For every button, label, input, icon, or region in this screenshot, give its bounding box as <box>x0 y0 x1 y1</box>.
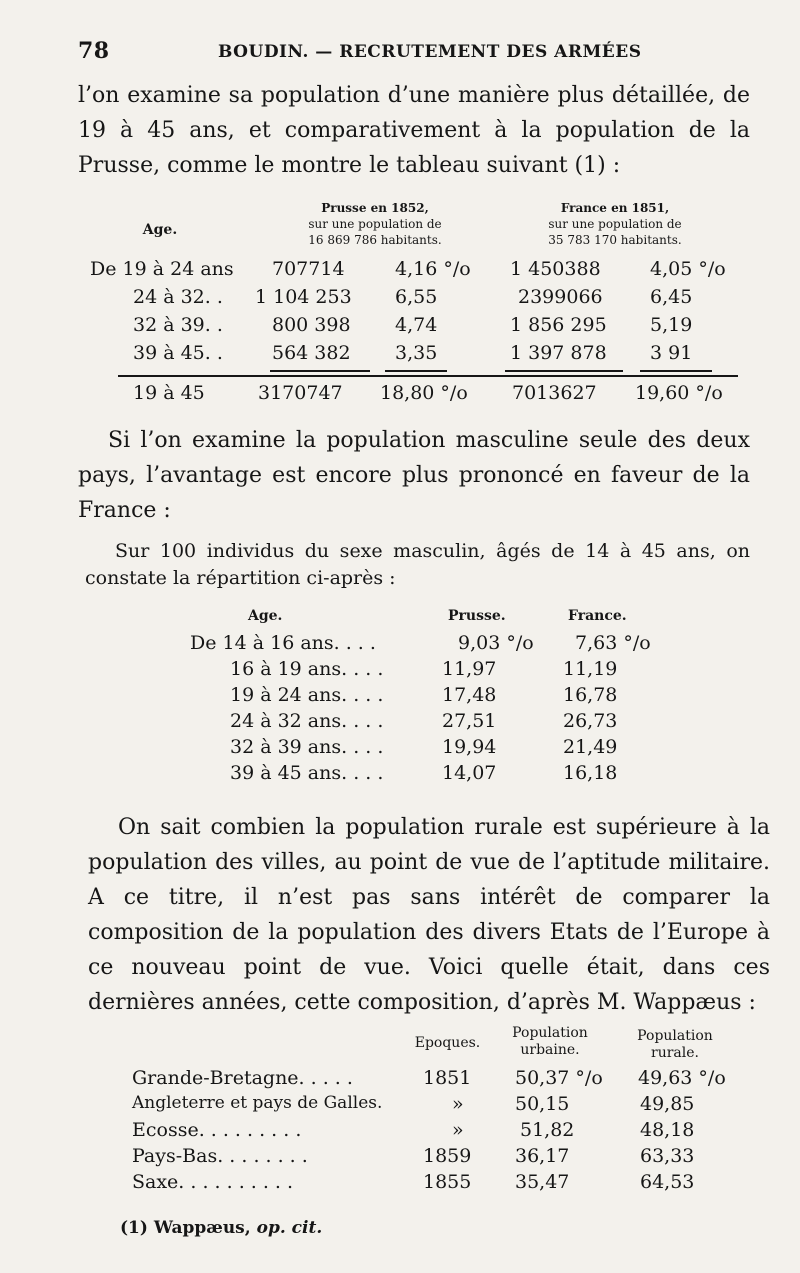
table-row <box>0 286 800 314</box>
urban-cell: 50,15 <box>515 1093 570 1115</box>
prussia-count-cell: 1 104 253 <box>255 286 352 308</box>
prussia-cell: 27,51 <box>442 710 497 732</box>
age-cell: 19 à 45 <box>133 382 205 404</box>
prussia-count-cell: 707714 <box>272 258 345 280</box>
header-line: 16 869 786 habitants. <box>308 233 442 247</box>
country-cell: Grande-Bretagne. . . . . <box>132 1067 353 1089</box>
table-row <box>0 684 800 710</box>
france-pct-cell: 19,60 °/o <box>635 382 723 404</box>
table1-prussia-header <box>255 200 495 248</box>
header-line: urbaine. <box>520 1042 580 1058</box>
page-number: 78 <box>78 38 110 64</box>
table3-urban-header <box>500 1025 600 1059</box>
france-pct-cell: 3 91 <box>650 342 693 364</box>
france-count-cell: 1 450388 <box>510 258 601 280</box>
paragraph-intro: l’on examine sa population d’une manière plus détaillée, de 19 à 45 ans, et comparativement à la population de la Prusse, comme le montre le tableau suivant (1) : <box>78 83 750 178</box>
age-cell: 39 à 45 ans. . . . <box>230 762 384 784</box>
country-cell: Saxe. . . . . . . . . . <box>132 1171 294 1193</box>
prussia-cell: 14,07 <box>442 762 497 784</box>
age-cell: 32 à 39. . <box>133 314 223 336</box>
france-count-cell: 1 397 878 <box>510 342 607 364</box>
france-pct-cell: 4,05 °/o <box>650 258 726 280</box>
rural-cell: 48,18 <box>640 1119 695 1141</box>
paragraph-rural: On sait combien la population rurale est supérieure à la population des villes, au point de vue de l’aptitude militaire. A ce titre, il n’est pas sans intérêt de comparer la composition de la population des divers Etats de l’Europe à ce nouveau point de vue. Voici quelle était, dans ces dernières années, cette composition, d’après M. Wappæus : <box>88 815 770 1015</box>
country-cell: Angleterre et pays de Galles. <box>132 1093 383 1113</box>
france-cell: 26,73 <box>563 710 618 732</box>
header-line: France en 1851, <box>560 201 670 215</box>
prussia-cell: 9,03 °/o <box>458 632 534 654</box>
header-line: sur une population de <box>308 217 442 231</box>
footnote-ref: op. cit. <box>256 1218 323 1238</box>
table-row <box>0 736 800 762</box>
france-cell: 16,78 <box>563 684 618 706</box>
epoch-cell: 1855 <box>423 1171 472 1193</box>
epoch-cell: 1859 <box>423 1145 472 1167</box>
running-title: BOUDIN. — RECRUTEMENT DES ARMÉES <box>218 42 642 62</box>
total-rule <box>118 375 738 377</box>
age-cell: De 14 à 16 ans. . . . <box>190 632 376 654</box>
table-total-row <box>0 382 800 410</box>
prussia-pct-cell: 6,55 <box>395 286 438 308</box>
urban-cell: 36,17 <box>515 1145 570 1167</box>
table3-rural-header <box>625 1028 725 1062</box>
header-line: rurale. <box>651 1045 699 1061</box>
age-cell: 24 à 32 ans. . . . <box>230 710 384 732</box>
sum-rule <box>270 370 370 372</box>
country-cell: Pays-Bas. . . . . . . . <box>132 1145 308 1167</box>
age-cell: 24 à 32. . <box>133 286 223 308</box>
table-row <box>0 1119 800 1145</box>
table2-age-header: Age. <box>248 608 283 624</box>
sum-rule <box>640 370 712 372</box>
france-count-cell: 7013627 <box>512 382 597 404</box>
header-line: Population <box>512 1025 588 1041</box>
epoch-cell: 1851 <box>423 1067 472 1089</box>
table1-age-header: Age. <box>142 222 178 238</box>
france-cell: 16,18 <box>563 762 618 784</box>
header-line: 35 783 170 habitants. <box>548 233 682 247</box>
table-row <box>0 1171 800 1197</box>
paragraph-distribution: Sur 100 individus du sexe masculin, âgés de 14 à 45 ans, on constate la répartition ci-après : <box>85 540 750 589</box>
urban-cell: 50,37 °/o <box>515 1067 603 1089</box>
table-row <box>0 658 800 684</box>
footnote-marker: (1) <box>120 1218 148 1238</box>
table-row <box>0 1067 800 1093</box>
france-count-cell: 1 856 295 <box>510 314 607 336</box>
paragraph-masculine: Si l’on examine la population masculine seule des deux pays, l’avantage est encore plus prononcé en faveur de la France : <box>78 428 750 523</box>
france-pct-cell: 5,19 <box>650 314 693 336</box>
country-cell: Ecosse. . . . . . . . . <box>132 1119 302 1141</box>
prussia-count-cell: 3170747 <box>258 382 343 404</box>
age-cell: 32 à 39 ans. . . . <box>230 736 384 758</box>
header-line: sur une population de <box>548 217 682 231</box>
table3-epoch-header: Epoques. <box>414 1035 481 1051</box>
urban-cell: 35,47 <box>515 1171 570 1193</box>
france-pct-cell: 6,45 <box>650 286 693 308</box>
urban-cell: 51,82 <box>520 1119 575 1141</box>
prussia-cell: 19,94 <box>442 736 497 758</box>
rural-cell: 63,33 <box>640 1145 695 1167</box>
table2-france-header: France. <box>568 608 627 624</box>
prussia-cell: 11,97 <box>442 658 497 680</box>
prussia-count-cell: 564 382 <box>272 342 351 364</box>
table2-prussia-header: Prusse. <box>448 608 506 624</box>
table-row <box>0 314 800 342</box>
prussia-count-cell: 800 398 <box>272 314 351 336</box>
age-cell: 19 à 24 ans. . . . <box>230 684 384 706</box>
epoch-cell: » <box>452 1119 464 1141</box>
footnote-author: Wappæus, <box>153 1218 251 1238</box>
table-row <box>0 1093 800 1119</box>
sum-rule <box>385 370 447 372</box>
table-row <box>0 258 800 286</box>
sum-rule <box>505 370 623 372</box>
table1-france-header <box>495 200 735 248</box>
epoch-cell: » <box>452 1093 464 1115</box>
prussia-pct-cell: 18,80 °/o <box>380 382 468 404</box>
prussia-pct-cell: 4,74 <box>395 314 438 336</box>
france-cell: 21,49 <box>563 736 618 758</box>
rural-cell: 49,63 °/o <box>638 1067 726 1089</box>
footnote <box>120 1218 322 1238</box>
table-row <box>0 762 800 788</box>
prussia-pct-cell: 3,35 <box>395 342 438 364</box>
prussia-cell: 17,48 <box>442 684 497 706</box>
table-row <box>0 710 800 736</box>
header-line: Population <box>637 1028 713 1044</box>
header-line: Prusse en 1852, <box>321 201 429 215</box>
table-row <box>0 632 800 658</box>
table-row <box>0 342 800 370</box>
rural-cell: 64,53 <box>640 1171 695 1193</box>
france-count-cell: 2399066 <box>518 286 603 308</box>
prussia-pct-cell: 4,16 °/o <box>395 258 471 280</box>
france-cell: 11,19 <box>563 658 618 680</box>
table-row <box>0 1145 800 1171</box>
age-cell: De 19 à 24 ans <box>90 258 234 280</box>
france-cell: 7,63 °/o <box>575 632 651 654</box>
rural-cell: 49,85 <box>640 1093 695 1115</box>
age-cell: 16 à 19 ans. . . . <box>230 658 384 680</box>
age-cell: 39 à 45. . <box>133 342 223 364</box>
